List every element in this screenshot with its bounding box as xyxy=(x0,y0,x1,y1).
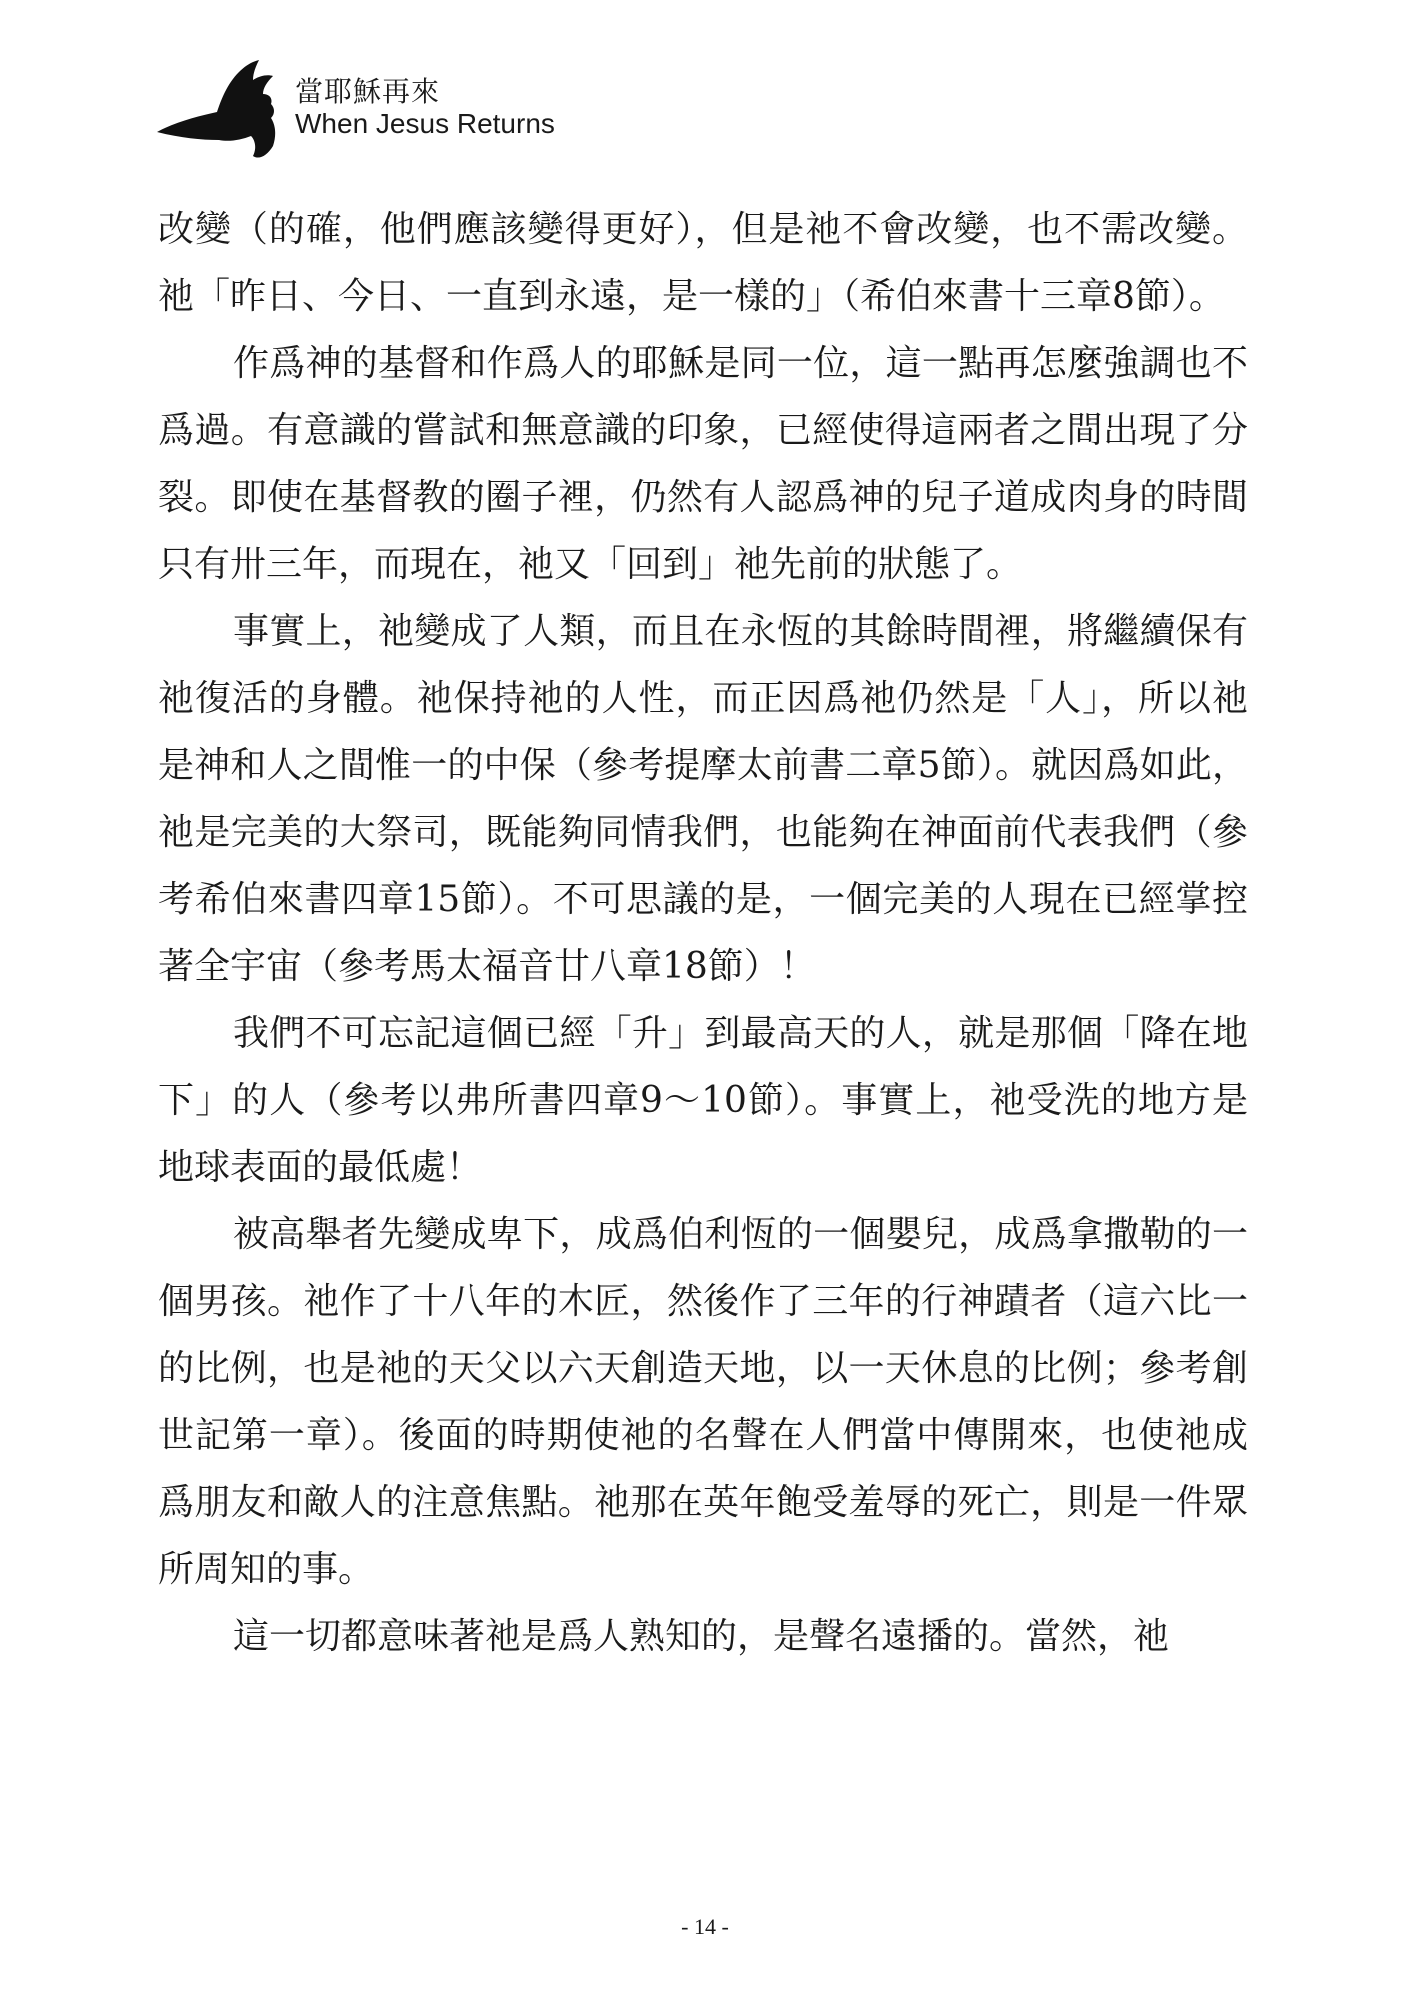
paragraph: 改變（的確，他們應該變得更好），但是祂不會改變，也不需改變。祂「昨日、今日、一直到永遠，是一樣的」（希伯來書十三章8節）。 xyxy=(158,209,1248,317)
paragraph: 事實上，祂變成了人類，而且在永恆的其餘時間裡，將繼續保有祂復活的身體。祂保持祂的人性，而正因爲祂仍然是「人」，所以祂是神和人之間惟一的中保（參考提摩太前書二章5節）。就因爲如此，祂是完美的大祭司，既能夠同情我們，也能夠在神面前代表我們（參考希伯來書四章15節）。不可思議的是，一個完美的人現在已經掌控著全宇宙（參考馬太福音廿八章18節）！ xyxy=(158,611,1248,987)
dove-icon xyxy=(155,60,295,160)
book-title-english: When Jesus Returns xyxy=(295,108,555,139)
paragraph: 我們不可忘記這個已經「升」到最高天的人，就是那個「降在地下」的人（參考以弗所書四章9～10節）。事實上，祂受洗的地方是地球表面的最低處！ xyxy=(158,1013,1248,1188)
paragraph: 作爲神的基督和作爲人的耶穌是同一位，這一點再怎麼強調也不爲過。有意識的嘗試和無意識的印象，已經使得這兩者之間出現了分裂。即使在基督教的圈子裡，仍然有人認爲神的兒子道成肉身的時間只有卅三年，而現在，祂又「回到」祂先前的狀態了。 xyxy=(158,343,1248,585)
book-title-chinese: 當耶穌再來 xyxy=(295,75,441,108)
running-header xyxy=(155,60,755,160)
body-text xyxy=(158,196,1248,1670)
page-number: - 14 - xyxy=(681,1914,729,1939)
paragraph: 這一切都意味著祂是爲人熟知的，是聲名遠播的。當然，祂 xyxy=(233,1616,1170,1657)
paragraph: 被高舉者先變成卑下，成爲伯利恆的一個嬰兒，成爲拿撒勒的一個男孩。祂作了十八年的木匠，然後作了三年的行神蹟者（這六比一的比例，也是祂的天父以六天創造天地，以一天休息的比例；參考創世記第一章）。後面的時期使祂的名聲在人們當中傳開來，也使祂成爲朋友和敵人的注意焦點。祂那在英年飽受羞辱的死亡，則是一件眾所周知的事。 xyxy=(158,1214,1248,1590)
